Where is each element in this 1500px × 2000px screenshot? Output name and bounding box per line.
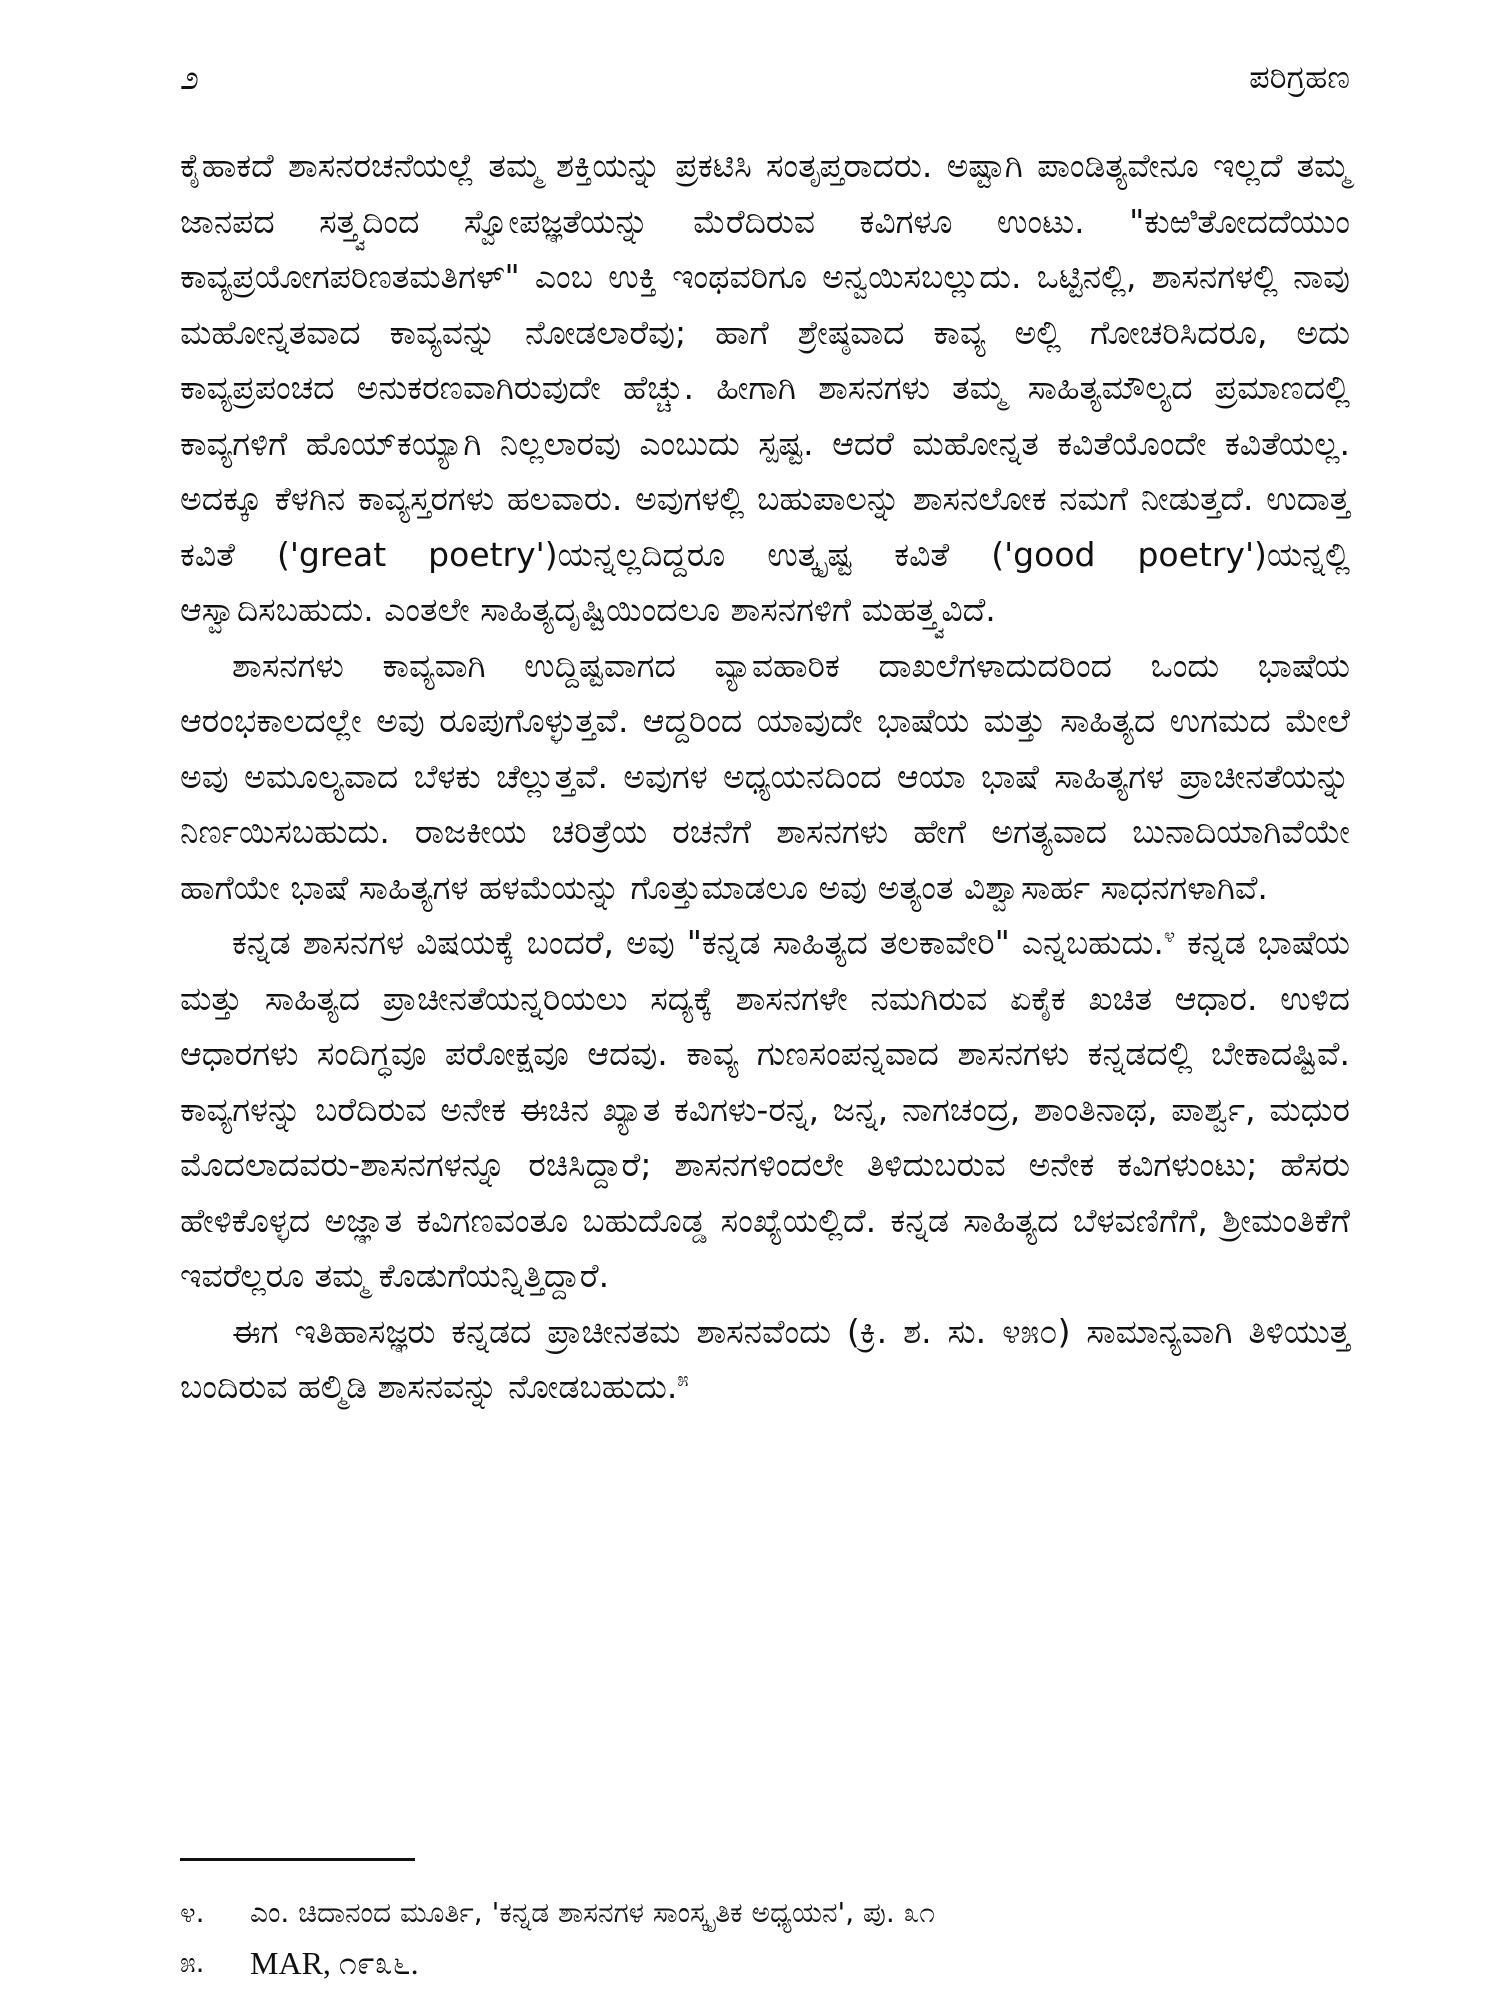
body-text xyxy=(180,138,1350,1415)
footnote-divider xyxy=(180,1858,415,1861)
paragraph-4 xyxy=(180,1304,1350,1415)
paragraph-text: ಕನ್ನಡ ಶಾಸನಗಳ ವಿಷಯಕ್ಕೆ ಬಂದರೆ, ಅವು "ಕನ್ನಡ ಸಾಹಿತ್ಯದ ತಲಕಾವೇರಿ" ಎನ್ನಬಹುದು. xyxy=(232,923,1164,962)
footnote-item xyxy=(180,1888,1350,1938)
paragraph-1 xyxy=(180,138,1350,638)
footnote-text: ಎಂ. ಚಿದಾನಂದ ಮೂರ್ತಿ, 'ಕನ್ನಡ ಶಾಸನಗಳ ಸಾಂಸ್ಕೃತಿಕ ಅಧ್ಯಯನ', ಪು. ೩೧ xyxy=(250,1896,935,1929)
footnote-ref: ೫ xyxy=(677,1367,689,1391)
page-header xyxy=(180,58,1350,108)
footnote-mark: ೫. xyxy=(180,1946,205,1979)
paragraph-text: ಕೈಹಾಕದೆ ಶಾಸನರಚನೆಯಲ್ಲೆ ತಮ್ಮ ಶಕ್ತಿಯನ್ನು ಪ್ರಕಟಿಸಿ ಸಂತೃಪ್ತರಾದರು. ಅಷ್ಟಾಗಿ ಪಾಂಡಿತ್ಯವೇನೂ ಇಲ್ಲದೆ ತಮ್ಮ ಜಾನಪದ ಸತ್ತ್ವದಿಂದ ಸ್ವೋಪಜ್ಞತೆಯನ್ನು ಮೆರೆದಿರುವ ಕವಿಗಳೂ ಉಂಟು. "ಕುಱಿತೋದದೆಯುಂ ಕಾವ್ಯಪ್ರಯೋಗಪರಿಣತಮತಿಗಳ್" ಎಂಬ ಉಕ್ತಿ ಇಂಥವರಿಗೂ ಅನ್ವಯಿಸಬಲ್ಲುದು. ಒಟ್ಟಿನಲ್ಲಿ, ಶಾಸನಗಳಲ್ಲಿ ನಾವು ಮಹೋನ್ನತವಾದ ಕಾವ್ಯವನ್ನು ನೋಡಲಾರೆವು; ಹಾಗೆ ಶ್ರೇಷ್ಠವಾದ ಕಾವ್ಯ ಅಲ್ಲಿ ಗೋಚರಿಸಿದರೂ, ಅದು ಕಾವ್ಯಪ್ರಪಂಚದ ಅನುಕರಣವಾಗಿರುವುದೇ ಹೆಚ್ಚು. ಹೀಗಾಗಿ ಶಾಸನಗಳು ತಮ್ಮ ಸಾಹಿತ್ಯಮೌಲ್ಯದ ಪ್ರಮಾಣದಲ್ಲಿ ಕಾವ್ಯಗಳಿಗೆ ಹೊಯ್‌ಕಯ್ಯಾಗಿ ನಿಲ್ಲಲಾರವು ಎಂಬುದು ಸ್ಪಷ್ಟ. ಆದರೆ ಮಹೋನ್ನತ ಕವಿತೆಯೊಂದೇ ಕವಿತೆಯಲ್ಲ. ಅದಕ್ಕೂ ಕೆಳಗಿನ ಕಾವ್ಯಸ್ತರಗಳು ಹಲವಾರು. ಅವುಗಳಲ್ಲಿ ಬಹುಪಾಲನ್ನು ಶಾಸನಲೋಕ ನಮಗೆ ನೀಡುತ್ತದೆ. ಉದಾತ್ತ ಕವಿತೆ ('great poetry')ಯನ್ನಲ್ಲದಿದ್ದರೂ ಉತ್ಕೃಷ್ಟ ಕವಿತೆ ('good poetry')ಯನ್ನಲ್ಲಿ ಆಸ್ವಾದಿಸಬಹುದು. ಎಂತಲೇ ಸಾಹಿತ್ಯದೃಷ್ಟಿಯಿಂದಲೂ ಶಾಸನಗಳಿಗೆ ಮಹತ್ತ್ವವಿದೆ. xyxy=(180,146,1350,629)
page-number: ೨ xyxy=(180,58,200,98)
footnotes xyxy=(180,1888,1350,1988)
paragraph-2 xyxy=(180,638,1350,916)
paragraph-text-continued: ಕನ್ನಡ ಭಾಷೆಯ ಮತ್ತು ಸಾಹಿತ್ಯದ ಪ್ರಾಚೀನತೆಯನ್ನರಿಯಲು ಸದ್ಯಕ್ಕೆ ಶಾಸನಗಳೇ ನಮಗಿರುವ ಏಕೈಕ ಖಚಿತ ಆಧಾರ. ಉಳಿದ ಆಧಾರಗಳು ಸಂದಿಗ್ಧವೂ ಪರೋಕ್ಷವೂ ಆದವು. ಕಾವ್ಯ ಗುಣಸಂಪನ್ನವಾದ ಶಾಸನಗಳು ಕನ್ನಡದಲ್ಲಿ ಬೇಕಾದಷ್ಟಿವೆ. ಕಾವ್ಯಗಳನ್ನು ಬರೆದಿರುವ ಅನೇಕ ಈಚಿನ ಖ್ಯಾತ ಕವಿಗಳು-ರನ್ನ, ಜನ್ನ, ನಾಗಚಂದ್ರ, ಶಾಂತಿನಾಥ, ಪಾರ್ಶ್ವ, ಮಧುರ ಮೊದಲಾದವರು-ಶಾಸನಗಳನ್ನೂ ರಚಿಸಿದ್ದಾರೆ; ಶಾಸನಗಳಿಂದಲೇ ತಿಳಿದುಬರುವ ಅನೇಕ ಕವಿಗಳುಂಟು; ಹೆಸರು ಹೇಳಿಕೊಳ್ಳದ ಅಜ್ಞಾತ ಕವಿಗಣವಂತೂ ಬಹುದೊಡ್ಡ ಸಂಖ್ಯೆಯಲ್ಲಿದೆ. ಕನ್ನಡ ಸಾಹಿತ್ಯದ ಬೆಳವಣಿಗೆಗೆ, ಶ್ರೀಮಂತಿಕೆಗೆ ಇವರೆಲ್ಲರೂ ತಮ್ಮ ಕೊಡುಗೆಯನ್ನಿತ್ತಿದ್ದಾರೆ. xyxy=(180,923,1351,1295)
footnote-text: MAR, ೧೯೩೬. xyxy=(250,1945,419,1981)
footnote-item xyxy=(180,1938,1350,1988)
paragraph-text: ಶಾಸನಗಳು ಕಾವ್ಯವಾಗಿ ಉದ್ದಿಷ್ಟವಾಗದ ವ್ಯಾವಹಾರಿಕ ದಾಖಲೆಗಳಾದುದರಿಂದ ಒಂದು ಭಾಷೆಯ ಆರಂಭಕಾಲದಲ್ಲೇ ಅವು ರೂಪುಗೊಳ್ಳುತ್ತವೆ. ಆದ್ದರಿಂದ ಯಾವುದೇ ಭಾಷೆಯ ಮತ್ತು ಸಾಹಿತ್ಯದ ಉಗಮದ ಮೇಲೆ ಅವು ಅಮೂಲ್ಯವಾದ ಬೆಳಕು ಚೆಲ್ಲುತ್ತವೆ. ಅವುಗಳ ಅಧ್ಯಯನದಿಂದ ಆಯಾ ಭಾಷೆ ಸಾಹಿತ್ಯಗಳ ಪ್ರಾಚೀನತೆಯನ್ನು ನಿರ್ಣಯಿಸಬಹುದು. ರಾಜಕೀಯ ಚರಿತ್ರೆಯ ರಚನೆಗೆ ಶಾಸನಗಳು ಹೇಗೆ ಅಗತ್ಯವಾದ ಬುನಾದಿಯಾಗಿವೆಯೇ ಹಾಗೆಯೇ ಭಾಷೆ ಸಾಹಿತ್ಯಗಳ ಹಳಮೆಯನ್ನು ಗೊತ್ತುಮಾಡಲೂ ಅವು ಅತ್ಯಂತ ವಿಶ್ವಾಸಾರ್ಹ ಸಾಧನಗಳಾಗಿವೆ. xyxy=(180,645,1350,907)
footnote-ref: ೪ xyxy=(1163,923,1176,947)
footnote-mark: ೪. xyxy=(180,1896,205,1929)
paragraph-text: ಈಗ ಇತಿಹಾಸಜ್ಞರು ಕನ್ನಡದ ಪ್ರಾಚೀನತಮ ಶಾಸನವೆಂದು (ಕ್ರಿ. ಶ. ಸು. ೪೫೦) ಸಾಮಾನ್ಯವಾಗಿ ತಿಳಿಯುತ್ತ ಬಂದಿರುವ ಹಲ್ಮಿಡಿ ಶಾಸನವನ್ನು ನೋಡಬಹುದು. xyxy=(180,1311,1350,1406)
paragraph-3 xyxy=(180,915,1350,1304)
running-title: ಪರಿಗ್ರಹಣ xyxy=(1249,58,1350,96)
